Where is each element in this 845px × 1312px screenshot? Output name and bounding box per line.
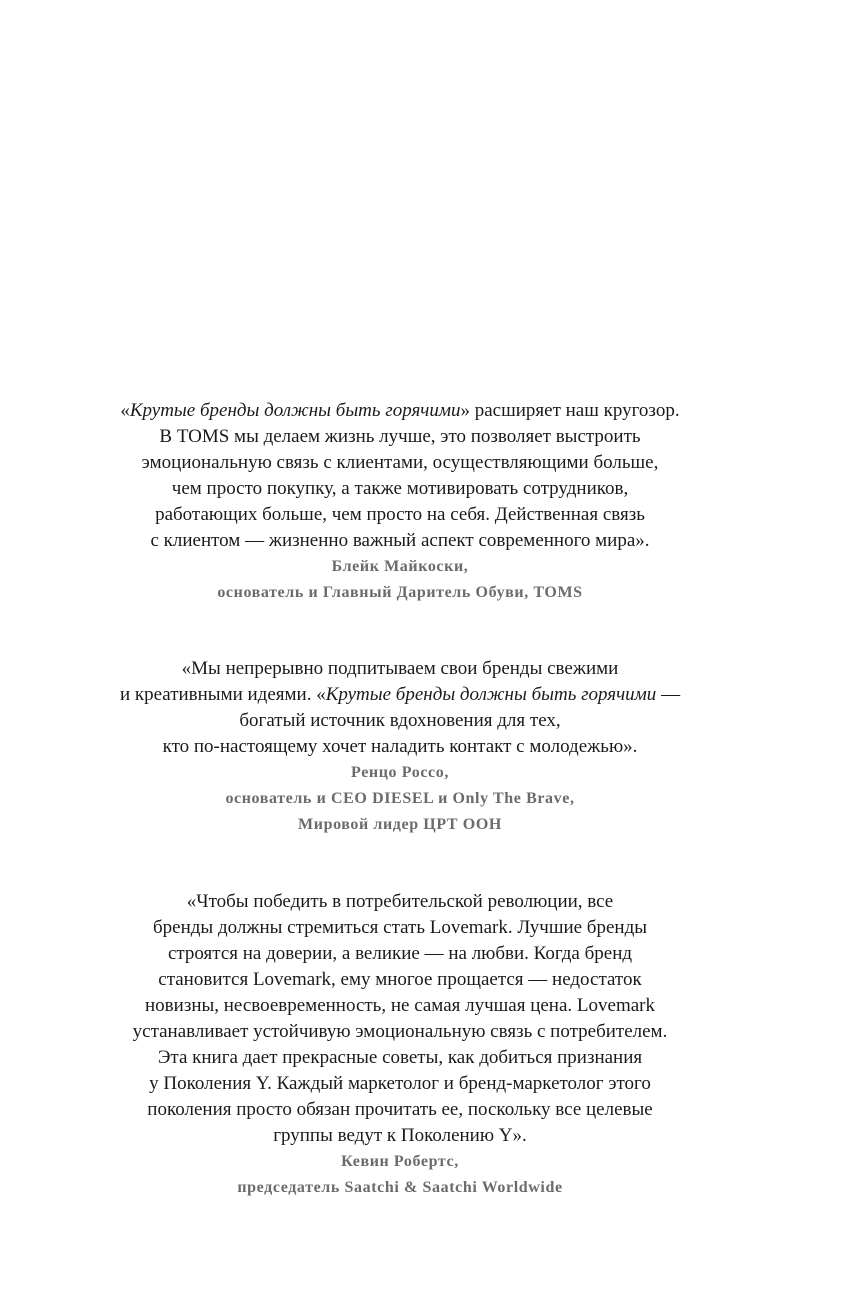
attribution-title: основатель и Главный Даритель Обуви, TOMS	[217, 584, 583, 601]
quote-line: Эта книга дает прекрасные советы, как добиться признания	[157, 1047, 643, 1068]
quote-segment: » расширяет наш кругозор.	[460, 400, 680, 421]
attribution-name: Кевин Робертс,	[341, 1153, 459, 1170]
quote-text	[0, 398, 800, 554]
book-title-italic: Крутые бренды должны быть горячими	[129, 400, 461, 421]
blurb-blake-mycoskie	[0, 398, 800, 606]
quote-line: становится Lovemark, ему многое прощается — недостаток	[158, 969, 642, 990]
quote-line: группы ведут к Поколению Y».	[273, 1125, 527, 1146]
quote-text	[0, 656, 800, 760]
quote-line	[0, 682, 800, 708]
blurb-renzo-rosso	[0, 656, 800, 838]
quote-line: «Мы непрерывно подпитываем свои бренды свежими	[181, 658, 619, 679]
book-title-italic: Крутые бренды должны быть горячими	[325, 684, 657, 705]
blurb-kevin-roberts	[0, 889, 800, 1201]
quote-line: с клиентом — жизненно важный аспект современного мира».	[150, 530, 650, 551]
quote-line: чем просто покупку, а также мотивировать сотрудников,	[171, 478, 629, 499]
quote-segment: «	[120, 400, 130, 421]
attribution-name: Блейк Майкоски,	[331, 558, 469, 575]
quote-line: эмоциональную связь с клиентами, осуществляющими больше,	[141, 452, 659, 473]
attribution-name: Ренцо Россо,	[351, 764, 449, 781]
quote-line: строятся на доверии, а великие — на любви. Когда бренд	[167, 943, 633, 964]
quote-line: В TOMS мы делаем жизнь лучше, это позволяет выстроить	[159, 426, 641, 447]
quote-line: поколения просто обязан прочитать ее, поскольку все целевые	[147, 1099, 653, 1120]
attribution-title: основатель и CEO DIESEL и Only The Brave,	[225, 790, 575, 807]
quote-line: богатый источник вдохновения для тех,	[239, 710, 561, 731]
attribution	[0, 554, 800, 606]
quote-line: кто по-настоящему хочет наладить контакт с молодежью».	[162, 736, 638, 757]
quote-line: работающих больше, чем просто на себя. Действенная связь	[155, 504, 645, 525]
quote-text	[0, 889, 800, 1149]
quote-segment: и креативными идеями. «	[119, 684, 326, 705]
attribution-title: председатель Saatchi & Saatchi Worldwide	[237, 1179, 563, 1196]
quote-line: новизны, несвоевременность, не самая лучшая цена. Lovemark	[145, 995, 655, 1016]
quote-line: у Поколения Y. Каждый маркетолог и бренд-маркетолог этого	[149, 1073, 651, 1094]
quote-line: «Чтобы победить в потребительской революции, все	[186, 891, 614, 912]
quote-line: бренды должны стремиться стать Lovemark. Лучшие бренды	[153, 917, 647, 938]
attribution	[0, 1149, 800, 1201]
quote-segment: —	[656, 684, 681, 705]
quote-line	[0, 398, 800, 424]
quote-line: устанавливает устойчивую эмоциональную связь с потребителем.	[132, 1021, 668, 1042]
attribution	[0, 760, 800, 838]
attribution-title: Мировой лидер ЦРТ ООН	[298, 816, 502, 833]
